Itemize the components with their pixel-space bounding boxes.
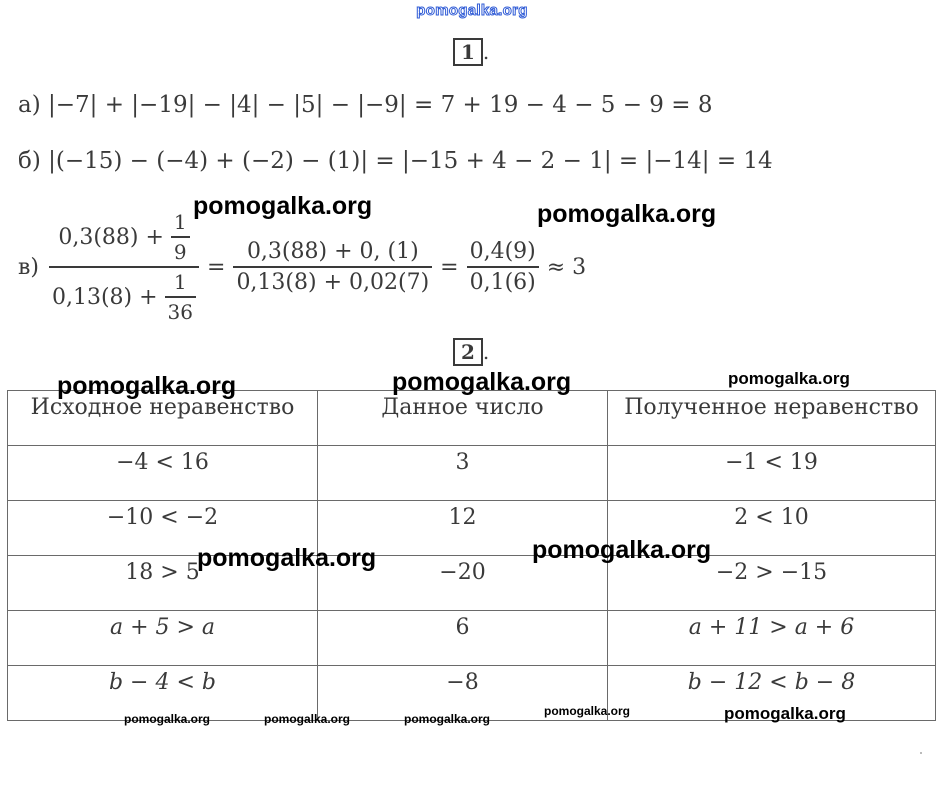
fraction-1: [49, 210, 199, 324]
inner-top-denominator: 9: [171, 236, 190, 264]
table-header-cell: Данное число: [318, 391, 608, 446]
fraction-2-numerator: 0,3(88) + 0, (1): [246, 239, 419, 264]
watermark: pomogalka.org: [197, 544, 377, 572]
fraction-1-numerator-text: 0,3(88) +: [58, 224, 171, 250]
watermark: pomogalka.org: [392, 368, 572, 396]
table-cell: 2 < 10: [608, 501, 936, 556]
equals-sign-2: =: [440, 254, 459, 280]
fraction-3: [467, 239, 539, 295]
table-cell: 6: [318, 611, 608, 666]
table-cell: a + 5 > a: [8, 611, 318, 666]
table-cell: 3: [318, 446, 608, 501]
watermark: pomogalka.org: [728, 369, 850, 388]
fraction-3-denominator: 0,1(6): [467, 266, 539, 295]
table-cell: 18 > 5: [8, 556, 318, 611]
table-cell: b − 12 < b − 8: [608, 666, 936, 721]
table-cell: b − 4 < b: [8, 666, 318, 721]
watermark: pomogalka.org: [124, 712, 211, 726]
task-1-number: 1 .: [453, 38, 489, 66]
table-row: [8, 501, 936, 556]
task-1a-line: а) |−7| + |−19| − |4| − |5| − |−9| = 7 + 19 − 4 − 5 − 9 = 8: [18, 92, 713, 118]
inner-bottom-denominator: 36: [165, 296, 196, 324]
fraction-1-inner-bottom: [165, 270, 196, 324]
table-header-cell: Исходное неравенство: [8, 391, 318, 446]
approx-result: ≈ 3: [546, 254, 587, 280]
watermark: pomogalka.org: [724, 704, 846, 723]
inner-bottom-numerator: 1: [173, 270, 187, 294]
task-1v-label: в): [18, 254, 39, 280]
stray-dot: [920, 752, 922, 754]
equals-sign-1: =: [207, 254, 226, 280]
table-header-cell: Полученное неравенство: [608, 391, 936, 446]
watermark: pomogalka.org: [57, 372, 237, 400]
fraction-2-denominator: 0,13(8) + 0,02(7): [233, 266, 432, 295]
table-cell: a + 11 > a + 6: [608, 611, 936, 666]
fraction-2: [233, 239, 432, 295]
fraction-1-denominator: [49, 266, 199, 324]
task-2-number: 2 .: [453, 338, 489, 366]
inner-top-numerator: 1: [173, 210, 187, 234]
task-1v-expression: [18, 210, 594, 324]
fraction-1-numerator: [55, 210, 192, 266]
task-2-number-box: 2: [453, 338, 483, 366]
inequality-table: [7, 390, 936, 721]
table-cell: −1 < 19: [608, 446, 936, 501]
table-cell: −8: [318, 666, 608, 721]
fraction-1-denominator-text: 0,13(8) +: [51, 284, 165, 310]
watermark: pomogalka.org: [537, 200, 717, 228]
watermark: pomogalka.org: [544, 704, 631, 718]
table-cell: −2 > −15: [608, 556, 936, 611]
watermark: pomogalka.org: [264, 712, 351, 726]
site-header-link[interactable]: pomogalka.org: [416, 2, 528, 19]
table-row: [8, 446, 936, 501]
fraction-3-numerator: 0,4(9): [469, 239, 536, 264]
table-row: [8, 556, 936, 611]
watermark: pomogalka.org: [193, 192, 373, 220]
fraction-1-inner-top: [171, 210, 190, 264]
task-1b-line: б) |(−15) − (−4) + (−2) − (1)| = |−15 + 4 − 2 − 1| = |−14| = 14: [18, 148, 773, 174]
watermark: pomogalka.org: [404, 712, 491, 726]
task-1-number-box: 1: [453, 38, 483, 66]
table-row: [8, 611, 936, 666]
table-cell: −10 < −2: [8, 501, 318, 556]
table-cell: 12: [318, 501, 608, 556]
table-cell: −4 < 16: [8, 446, 318, 501]
watermark: pomogalka.org: [532, 536, 712, 564]
table-cell: −20: [318, 556, 608, 611]
